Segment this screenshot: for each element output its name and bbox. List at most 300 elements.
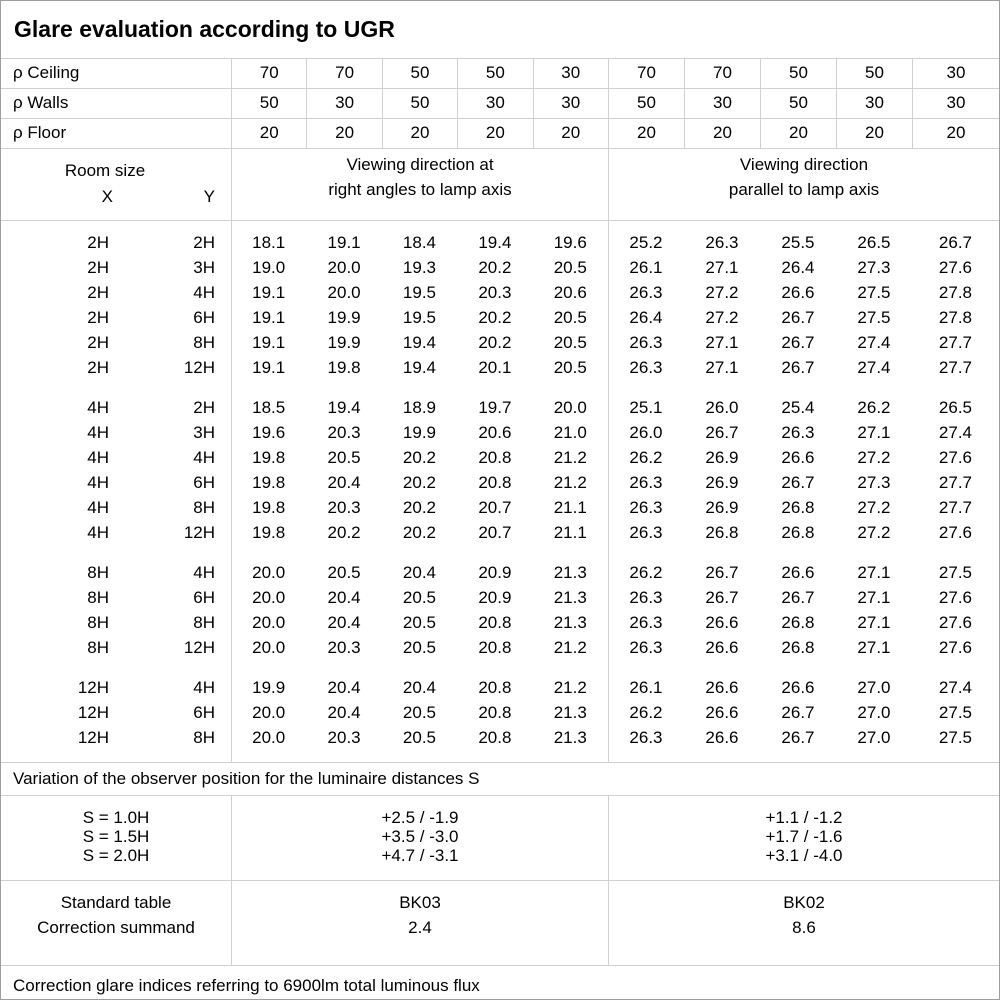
ugr-value: 19.1 (252, 308, 286, 327)
table-row (1, 395, 999, 420)
room-x-value: 12H (77, 728, 109, 747)
ugr-value: 21.2 (553, 448, 587, 467)
ugr-value: 20.0 (553, 398, 587, 417)
ugr-value: 21.1 (553, 498, 587, 517)
vertical-divider-groups (608, 221, 609, 762)
ugr-value: 20.0 (252, 638, 286, 657)
ugr-value: 20.2 (402, 523, 437, 542)
ugr-value: 21.1 (553, 523, 587, 542)
ugr-value: 26.8 (781, 638, 815, 657)
room-y-value: 3H (193, 423, 215, 442)
table-row (1, 700, 999, 725)
ugr-value: 27.5 (857, 283, 891, 302)
ugr-value: 20.6 (553, 283, 587, 302)
room-size-header (1, 149, 231, 220)
reflectance-value: 20 (533, 119, 608, 148)
ugr-value: 26.7 (781, 703, 815, 722)
ugr-value: 18.5 (252, 398, 286, 417)
room-x-value: 4H (87, 473, 109, 492)
ugr-value: 26.7 (938, 233, 973, 252)
ugr-value: 27.2 (705, 308, 739, 327)
ugr-values-area (1, 221, 999, 763)
room-y-value: 6H (193, 473, 215, 492)
ugr-value: 19.8 (252, 523, 286, 542)
room-x-value: 12H (77, 703, 109, 722)
parallel-group-header: Viewing direction parallel to lamp axis (608, 149, 999, 220)
room-y-value: 12H (183, 523, 215, 542)
ugr-value: 20.2 (478, 333, 512, 352)
ugr-value: 20.3 (327, 498, 361, 517)
room-y-value: 4H (193, 283, 215, 302)
ugr-value: 26.1 (629, 678, 663, 697)
ugr-value: 26.8 (781, 613, 815, 632)
footer-note-row (1, 966, 999, 1000)
ugr-value: 20.0 (252, 563, 286, 582)
table-row (1, 355, 999, 380)
ugr-value: 26.7 (705, 588, 739, 607)
table-row (1, 635, 999, 660)
ugr-value: 20.5 (402, 728, 437, 747)
ugr-value: 20.8 (478, 638, 512, 657)
ugr-value: 27.1 (705, 258, 739, 277)
room-x-value: 12H (77, 678, 109, 697)
ugr-value: 25.5 (781, 233, 815, 252)
ugr-value: 19.7 (478, 398, 512, 417)
ugr-value: 21.2 (553, 473, 587, 492)
reflectance-value: 20 (382, 119, 457, 148)
ugr-value: 26.2 (629, 563, 663, 582)
ugr-value: 19.6 (553, 233, 587, 252)
title-text: Glare evaluation according to UGR (14, 16, 395, 42)
room-y-value: 2H (193, 398, 215, 417)
room-x-value: 2H (87, 283, 109, 302)
ugr-value: 26.1 (629, 258, 663, 277)
ugr-value: 27.0 (857, 678, 891, 697)
room-x-value: 2H (87, 333, 109, 352)
ugr-value: 18.4 (402, 233, 437, 252)
reflectance-value: 20 (306, 119, 381, 148)
s-distance-row (1, 796, 999, 881)
ugr-value: 26.7 (781, 333, 815, 352)
ugr-value: 20.0 (252, 613, 286, 632)
ugr-value: 26.6 (705, 613, 739, 632)
ugr-value: 21.3 (553, 703, 587, 722)
ugr-value: 18.9 (402, 398, 437, 417)
ugr-value: 20.4 (327, 588, 361, 607)
standard-parallel: BK02 8.6 (608, 881, 999, 965)
page-title (1, 1, 999, 59)
ugr-value: 20.4 (402, 563, 437, 582)
reflectance-value: 30 (912, 89, 999, 118)
ugr-value: 21.3 (553, 588, 587, 607)
ugr-value: 27.7 (938, 333, 973, 352)
ugr-value: 20.0 (252, 703, 286, 722)
room-size-block (1, 560, 999, 660)
room-y-value: 8H (193, 613, 215, 632)
room-x-value: 4H (87, 448, 109, 467)
room-x-value: 2H (87, 233, 109, 252)
ugr-value: 20.2 (402, 473, 437, 492)
ugr-value: 27.2 (857, 523, 891, 542)
room-y-value: 8H (193, 728, 215, 747)
ugr-value: 20.5 (553, 258, 587, 277)
ugr-value: 19.8 (252, 473, 286, 492)
room-y-value: 4H (193, 563, 215, 582)
ugr-value: 27.7 (938, 473, 973, 492)
reflectance-value: 30 (912, 59, 999, 88)
variation-note-row (1, 763, 999, 796)
ugr-value: 27.4 (857, 358, 891, 377)
ugr-value: 20.8 (478, 448, 512, 467)
reflectance-value: 20 (231, 119, 306, 148)
reflectance-value: 20 (684, 119, 760, 148)
room-x-value: 8H (87, 613, 109, 632)
ugr-value: 26.6 (705, 703, 739, 722)
ugr-value: 20.3 (327, 423, 361, 442)
ugr-value: 20.2 (478, 308, 512, 327)
ugr-value: 26.4 (781, 258, 815, 277)
ugr-value: 20.4 (327, 678, 361, 697)
ugr-value: 20.4 (327, 613, 361, 632)
ugr-value: 20.5 (402, 613, 437, 632)
ugr-value: 26.3 (629, 283, 663, 302)
room-y-value: 6H (193, 703, 215, 722)
ugr-value: 20.5 (553, 308, 587, 327)
ugr-value: 20.0 (327, 283, 361, 302)
ugr-value: 26.3 (629, 498, 663, 517)
ugr-value: 20.3 (478, 283, 512, 302)
reflectance-row-floor (1, 119, 999, 149)
table-row (1, 280, 999, 305)
ugr-value: 27.0 (857, 703, 891, 722)
ugr-value: 20.8 (478, 728, 512, 747)
room-x-value: 2H (87, 358, 109, 377)
ugr-value: 21.3 (553, 613, 587, 632)
ugr-value: 19.4 (478, 233, 512, 252)
ugr-value: 19.9 (402, 423, 437, 442)
ugr-value: 27.1 (857, 423, 891, 442)
room-y-value: 2H (193, 233, 215, 252)
ugr-value: 20.3 (327, 728, 361, 747)
ugr-value: 27.4 (857, 333, 891, 352)
ugr-value: 26.8 (781, 523, 815, 542)
ugr-value: 19.4 (402, 333, 437, 352)
ugr-value: 20.1 (478, 358, 512, 377)
ugr-value: 26.3 (629, 358, 663, 377)
ugr-value: 20.6 (478, 423, 512, 442)
ugr-value: 27.5 (938, 728, 973, 747)
table-row (1, 305, 999, 330)
ugr-value: 26.3 (629, 333, 663, 352)
room-x-value: 8H (87, 638, 109, 657)
reflectance-value: 20 (760, 119, 836, 148)
ugr-value: 26.6 (705, 678, 739, 697)
reflectance-value: 30 (306, 89, 381, 118)
ugr-value: 26.3 (705, 233, 739, 252)
ugr-value: 19.9 (327, 333, 361, 352)
ugr-value: 19.6 (252, 423, 286, 442)
ugr-value: 26.6 (705, 728, 739, 747)
ugr-value: 20.2 (478, 258, 512, 277)
room-size-label: Room size (64, 161, 146, 180)
ugr-value: 26.7 (705, 423, 739, 442)
reflectance-value: 30 (684, 89, 760, 118)
ugr-value: 26.5 (938, 398, 973, 417)
reflectance-value: 50 (836, 59, 912, 88)
reflectance-value: 30 (457, 89, 532, 118)
room-x-value: 2H (87, 258, 109, 277)
s-variation-parallel: +1.1 / -1.2 +1.7 / -1.6 +3.1 / -4.0 (608, 796, 999, 880)
ugr-value: 26.7 (781, 728, 815, 747)
ugr-value: 26.3 (629, 588, 663, 607)
ugr-value: 20.9 (478, 563, 512, 582)
room-size-block (1, 675, 999, 750)
ugr-value: 26.6 (705, 638, 739, 657)
ugr-value: 20.0 (252, 588, 286, 607)
ugr-value: 20.2 (327, 523, 361, 542)
ugr-value: 20.5 (402, 638, 437, 657)
ugr-value: 26.3 (629, 523, 663, 542)
table-row (1, 560, 999, 585)
ugr-value: 26.3 (781, 423, 815, 442)
reflectance-value: 50 (760, 89, 836, 118)
ugr-value: 20.4 (327, 703, 361, 722)
ugr-value: 26.7 (781, 473, 815, 492)
table-row (1, 255, 999, 280)
reflectance-value: 70 (684, 59, 760, 88)
ugr-value: 20.5 (327, 563, 361, 582)
ugr-value: 20.5 (553, 358, 587, 377)
ugr-value: 19.1 (252, 333, 286, 352)
ugr-value: 27.5 (938, 563, 973, 582)
ugr-value: 26.9 (705, 473, 739, 492)
ugr-value: 20.3 (327, 638, 361, 657)
room-x-value: 4H (87, 398, 109, 417)
ugr-value: 27.6 (938, 448, 973, 467)
ugr-value: 20.7 (478, 523, 512, 542)
vertical-divider-left (231, 221, 232, 762)
ugr-value: 18.1 (252, 233, 286, 252)
room-x-value: 4H (87, 498, 109, 517)
ugr-value: 20.8 (478, 613, 512, 632)
standard-table-row (1, 881, 999, 966)
ugr-value: 21.3 (553, 563, 587, 582)
ugr-value: 21.3 (553, 728, 587, 747)
reflectance-value: 50 (457, 59, 532, 88)
table-row (1, 610, 999, 635)
ugr-value: 26.2 (629, 703, 663, 722)
reflectance-value: 70 (608, 59, 684, 88)
reflectance-value: 30 (836, 89, 912, 118)
ugr-value: 27.3 (857, 258, 891, 277)
table-header-row (1, 149, 999, 221)
variation-note-text: Variation of the observer position for the luminaire distances S (13, 769, 480, 788)
ugr-value: 20.4 (327, 473, 361, 492)
ugr-value: 19.4 (402, 358, 437, 377)
ugr-value: 27.1 (857, 638, 891, 657)
table-row (1, 495, 999, 520)
ugr-value: 25.4 (781, 398, 815, 417)
ugr-value: 21.2 (553, 678, 587, 697)
ugr-value: 27.8 (938, 283, 973, 302)
ugr-value: 27.2 (857, 498, 891, 517)
reflectance-value: 70 (231, 59, 306, 88)
reflectance-value: 50 (608, 89, 684, 118)
ugr-value: 19.8 (252, 498, 286, 517)
ugr-value: 26.0 (629, 423, 663, 442)
ugr-value: 26.7 (781, 308, 815, 327)
ugr-value: 19.1 (252, 358, 286, 377)
room-x-value: 8H (87, 563, 109, 582)
reflectance-row-walls (1, 89, 999, 119)
reflectance-label-ceiling: ρ Ceiling (13, 63, 80, 82)
room-y-value: 4H (193, 678, 215, 697)
ugr-value: 19.4 (327, 398, 361, 417)
ugr-value: 26.3 (629, 473, 663, 492)
room-x-value: 2H (87, 308, 109, 327)
ugr-value: 27.1 (857, 588, 891, 607)
ugr-value: 26.8 (781, 498, 815, 517)
room-y-value: 6H (193, 308, 215, 327)
reflectance-value: 30 (533, 89, 608, 118)
ugr-value: 27.6 (938, 523, 973, 542)
ugr-value: 25.1 (629, 398, 663, 417)
ugr-value: 19.5 (402, 283, 437, 302)
ugr-value: 20.5 (402, 703, 437, 722)
y-column-label: Y (203, 187, 215, 206)
room-x-value: 4H (87, 423, 109, 442)
ugr-value: 20.8 (478, 703, 512, 722)
ugr-value: 26.4 (629, 308, 663, 327)
reflectance-value: 20 (912, 119, 999, 148)
reflectance-value: 70 (306, 59, 381, 88)
reflectance-value: 50 (382, 59, 457, 88)
ugr-value: 19.1 (252, 283, 286, 302)
ugr-value: 27.2 (705, 283, 739, 302)
x-column-label: X (101, 187, 113, 206)
ugr-value: 26.7 (781, 358, 815, 377)
ugr-value: 26.9 (705, 498, 739, 517)
room-y-value: 8H (193, 498, 215, 517)
standard-right-angles: BK03 2.4 (231, 881, 608, 965)
s-distance-labels: S = 1.0H S = 1.5H S = 2.0H (82, 808, 150, 865)
ugr-value: 19.1 (327, 233, 361, 252)
s-variation-right-angles: +2.5 / -1.9 +3.5 / -3.0 +4.7 / -3.1 (231, 796, 608, 880)
reflectance-value: 20 (836, 119, 912, 148)
ugr-value: 27.1 (705, 358, 739, 377)
ugr-value: 19.8 (327, 358, 361, 377)
footer-note-text: Correction glare indices referring to 6900lm total luminous flux (13, 976, 480, 995)
ugr-value: 27.6 (938, 638, 973, 657)
ugr-value: 19.0 (252, 258, 286, 277)
ugr-value: 20.4 (402, 678, 437, 697)
ugr-value: 19.9 (327, 308, 361, 327)
ugr-value: 19.8 (252, 448, 286, 467)
table-row (1, 725, 999, 750)
ugr-value: 27.4 (938, 678, 973, 697)
ugr-value: 26.3 (629, 728, 663, 747)
ugr-value: 27.4 (938, 423, 973, 442)
ugr-value: 20.2 (402, 498, 437, 517)
ugr-value: 20.5 (327, 448, 361, 467)
ugr-value: 27.7 (938, 498, 973, 517)
table-row (1, 230, 999, 255)
table-row (1, 470, 999, 495)
ugr-value: 27.7 (938, 358, 973, 377)
reflectance-section (1, 59, 999, 149)
ugr-value: 19.9 (252, 678, 286, 697)
table-row (1, 675, 999, 700)
room-y-value: 4H (193, 448, 215, 467)
ugr-value: 27.6 (938, 613, 973, 632)
ugr-value: 26.9 (705, 448, 739, 467)
room-y-value: 12H (183, 638, 215, 657)
ugr-value: 20.0 (327, 258, 361, 277)
reflectance-value: 50 (382, 89, 457, 118)
reflectance-value: 50 (231, 89, 306, 118)
ugr-value: 20.8 (478, 678, 512, 697)
reflectance-value: 30 (533, 59, 608, 88)
ugr-value: 26.8 (705, 523, 739, 542)
ugr-value: 20.0 (252, 728, 286, 747)
reflectance-value: 20 (457, 119, 532, 148)
standard-labels: Standard table Correction summand (37, 893, 195, 937)
reflectance-value: 20 (608, 119, 684, 148)
room-size-block (1, 230, 999, 380)
ugr-value: 27.5 (857, 308, 891, 327)
room-y-value: 12H (183, 358, 215, 377)
ugr-value: 26.6 (781, 678, 815, 697)
ugr-value: 19.5 (402, 308, 437, 327)
ugr-value: 26.6 (781, 563, 815, 582)
reflectance-value: 50 (760, 59, 836, 88)
ugr-value: 20.9 (478, 588, 512, 607)
ugr-value: 26.6 (781, 448, 815, 467)
reflectance-row-ceiling (1, 59, 999, 89)
ugr-value: 20.7 (478, 498, 512, 517)
room-size-block (1, 395, 999, 545)
table-row (1, 585, 999, 610)
ugr-value: 27.6 (938, 258, 973, 277)
ugr-value: 27.8 (938, 308, 973, 327)
table-row (1, 520, 999, 545)
table-row (1, 445, 999, 470)
ugr-value: 27.2 (857, 448, 891, 467)
ugr-value: 26.3 (629, 613, 663, 632)
room-y-value: 6H (193, 588, 215, 607)
right-angles-group-header: Viewing direction at right angles to lamp axis (231, 149, 608, 220)
room-x-value: 4H (87, 523, 109, 542)
ugr-value: 27.1 (857, 563, 891, 582)
ugr-value: 26.3 (629, 638, 663, 657)
ugr-value: 27.0 (857, 728, 891, 747)
ugr-value: 25.2 (629, 233, 663, 252)
reflectance-label-floor: ρ Floor (13, 123, 67, 142)
ugr-value: 21.0 (553, 423, 587, 442)
ugr-value: 27.1 (857, 613, 891, 632)
table-row (1, 330, 999, 355)
ugr-value: 27.6 (938, 588, 973, 607)
ugr-value: 26.6 (781, 283, 815, 302)
ugr-value: 20.8 (478, 473, 512, 492)
ugr-value: 20.2 (402, 448, 437, 467)
ugr-value: 26.7 (705, 563, 739, 582)
room-x-value: 8H (87, 588, 109, 607)
ugr-value: 27.5 (938, 703, 973, 722)
ugr-value: 20.5 (402, 588, 437, 607)
room-y-value: 8H (193, 333, 215, 352)
ugr-value: 26.2 (857, 398, 891, 417)
